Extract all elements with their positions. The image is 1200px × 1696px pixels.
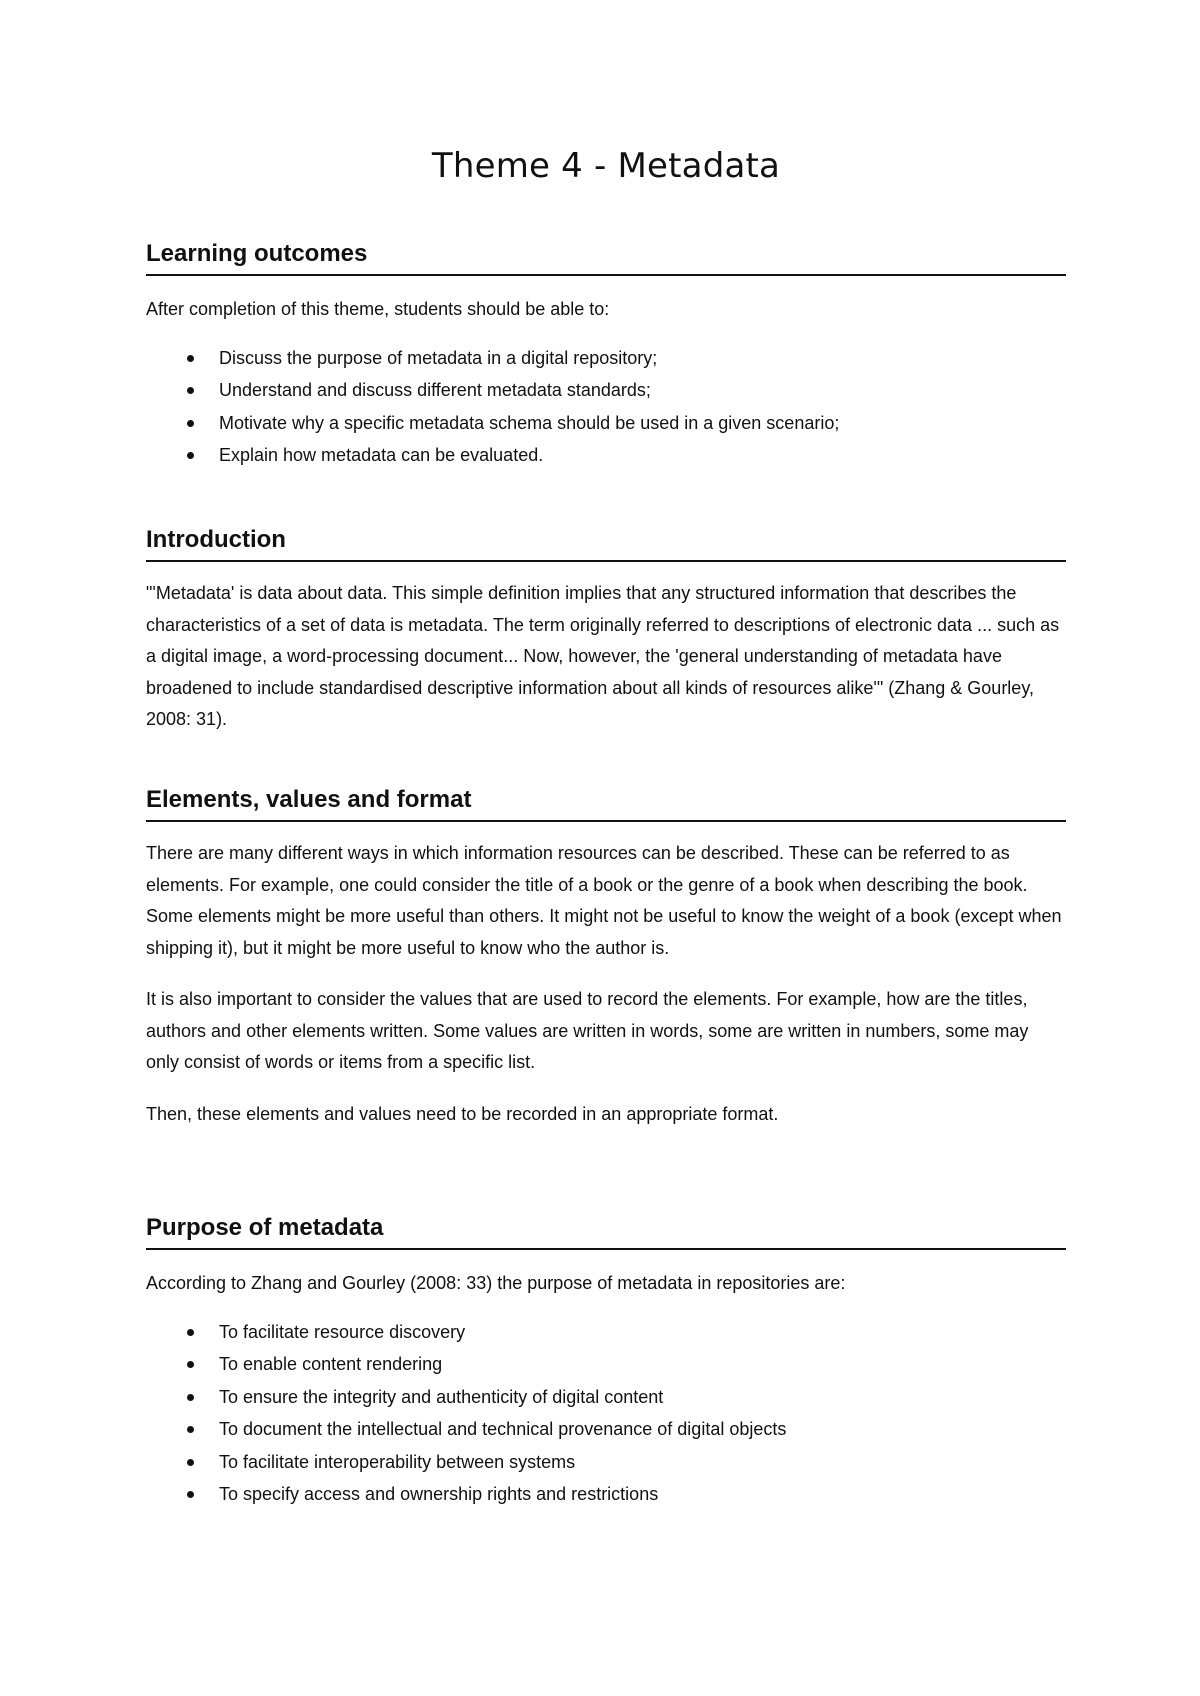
section-purpose-of-metadata bbox=[146, 1212, 1066, 1511]
section-elements-values-format bbox=[146, 784, 1066, 1130]
list-item: To facilitate resource discovery bbox=[146, 1316, 1066, 1349]
list-item: Discuss the purpose of metadata in a digital repository; bbox=[146, 342, 1066, 375]
page-title: Theme 4 - Metadata bbox=[431, 146, 781, 186]
section-introduction bbox=[146, 524, 1066, 736]
purpose-intro: According to Zhang and Gourley (2008: 33) the purpose of metadata in repositories are: bbox=[146, 1273, 846, 1293]
section-learning-outcomes bbox=[146, 238, 1066, 472]
section-heading: Purpose of metadata bbox=[146, 1212, 1066, 1250]
section-heading: Elements, values and format bbox=[146, 784, 1066, 822]
bullet-icon bbox=[187, 420, 194, 427]
bullet-icon bbox=[187, 452, 194, 459]
bullet-icon bbox=[187, 1426, 194, 1433]
bullet-icon bbox=[187, 1329, 194, 1336]
bullet-icon bbox=[187, 1491, 194, 1498]
bullet-icon bbox=[187, 387, 194, 394]
elements-paragraph-2: It is also important to consider the values that are used to record the elements. For example, how are the titles, authors and other elements written. Some values are written in words, some are written in numbers, some may only consist of words or items from a specific list. bbox=[146, 989, 1029, 1072]
bullet-icon bbox=[187, 1459, 194, 1466]
elements-paragraph-3: Then, these elements and values need to be recorded in an appropriate format. bbox=[146, 1103, 779, 1124]
bullet-icon bbox=[187, 1361, 194, 1368]
purpose-list bbox=[146, 1316, 1066, 1511]
list-item: To document the intellectual and technical provenance of digital objects bbox=[146, 1413, 1066, 1446]
list-item: To enable content rendering bbox=[146, 1348, 1066, 1381]
learning-outcomes-list bbox=[146, 342, 1066, 472]
learning-outcomes-intro: After completion of this theme, students should be able to: bbox=[146, 299, 610, 319]
bullet-icon bbox=[187, 1394, 194, 1401]
list-item: To ensure the integrity and authenticity of digital content bbox=[146, 1381, 1066, 1414]
list-item: Understand and discuss different metadata standards; bbox=[146, 374, 1066, 407]
list-item: Motivate why a specific metadata schema should be used in a given scenario; bbox=[146, 407, 1066, 440]
elements-paragraph-1: There are many different ways in which information resources can be described. These can be referred to as elements. For example, one could consider the title of a book or the genre of a book when describing the book. Some elements might be more useful than others. It might not be useful to know the weight of a book (except when shipping it), but it might be more useful to know who the author is. bbox=[146, 843, 1062, 958]
list-item: To facilitate interoperability between systems bbox=[146, 1446, 1066, 1479]
list-item: To specify access and ownership rights and restrictions bbox=[146, 1478, 1066, 1511]
section-heading: Learning outcomes bbox=[146, 238, 1066, 276]
section-heading: Introduction bbox=[146, 524, 1066, 562]
list-item: Explain how metadata can be evaluated. bbox=[146, 439, 1066, 472]
bullet-icon bbox=[187, 355, 194, 362]
introduction-paragraph: "'Metadata' is data about data. This simple definition implies that any structured information that describes the characteristics of a set of data is metadata. The term originally referred to descriptions of electronic data ... such as a digital image, a word-processing document... Now, however, the 'general understanding of metadata have broadened to include standardised descriptive information about all kinds of resources alike'" (Zhang & Gourley, 2008: 31). bbox=[146, 583, 1060, 729]
